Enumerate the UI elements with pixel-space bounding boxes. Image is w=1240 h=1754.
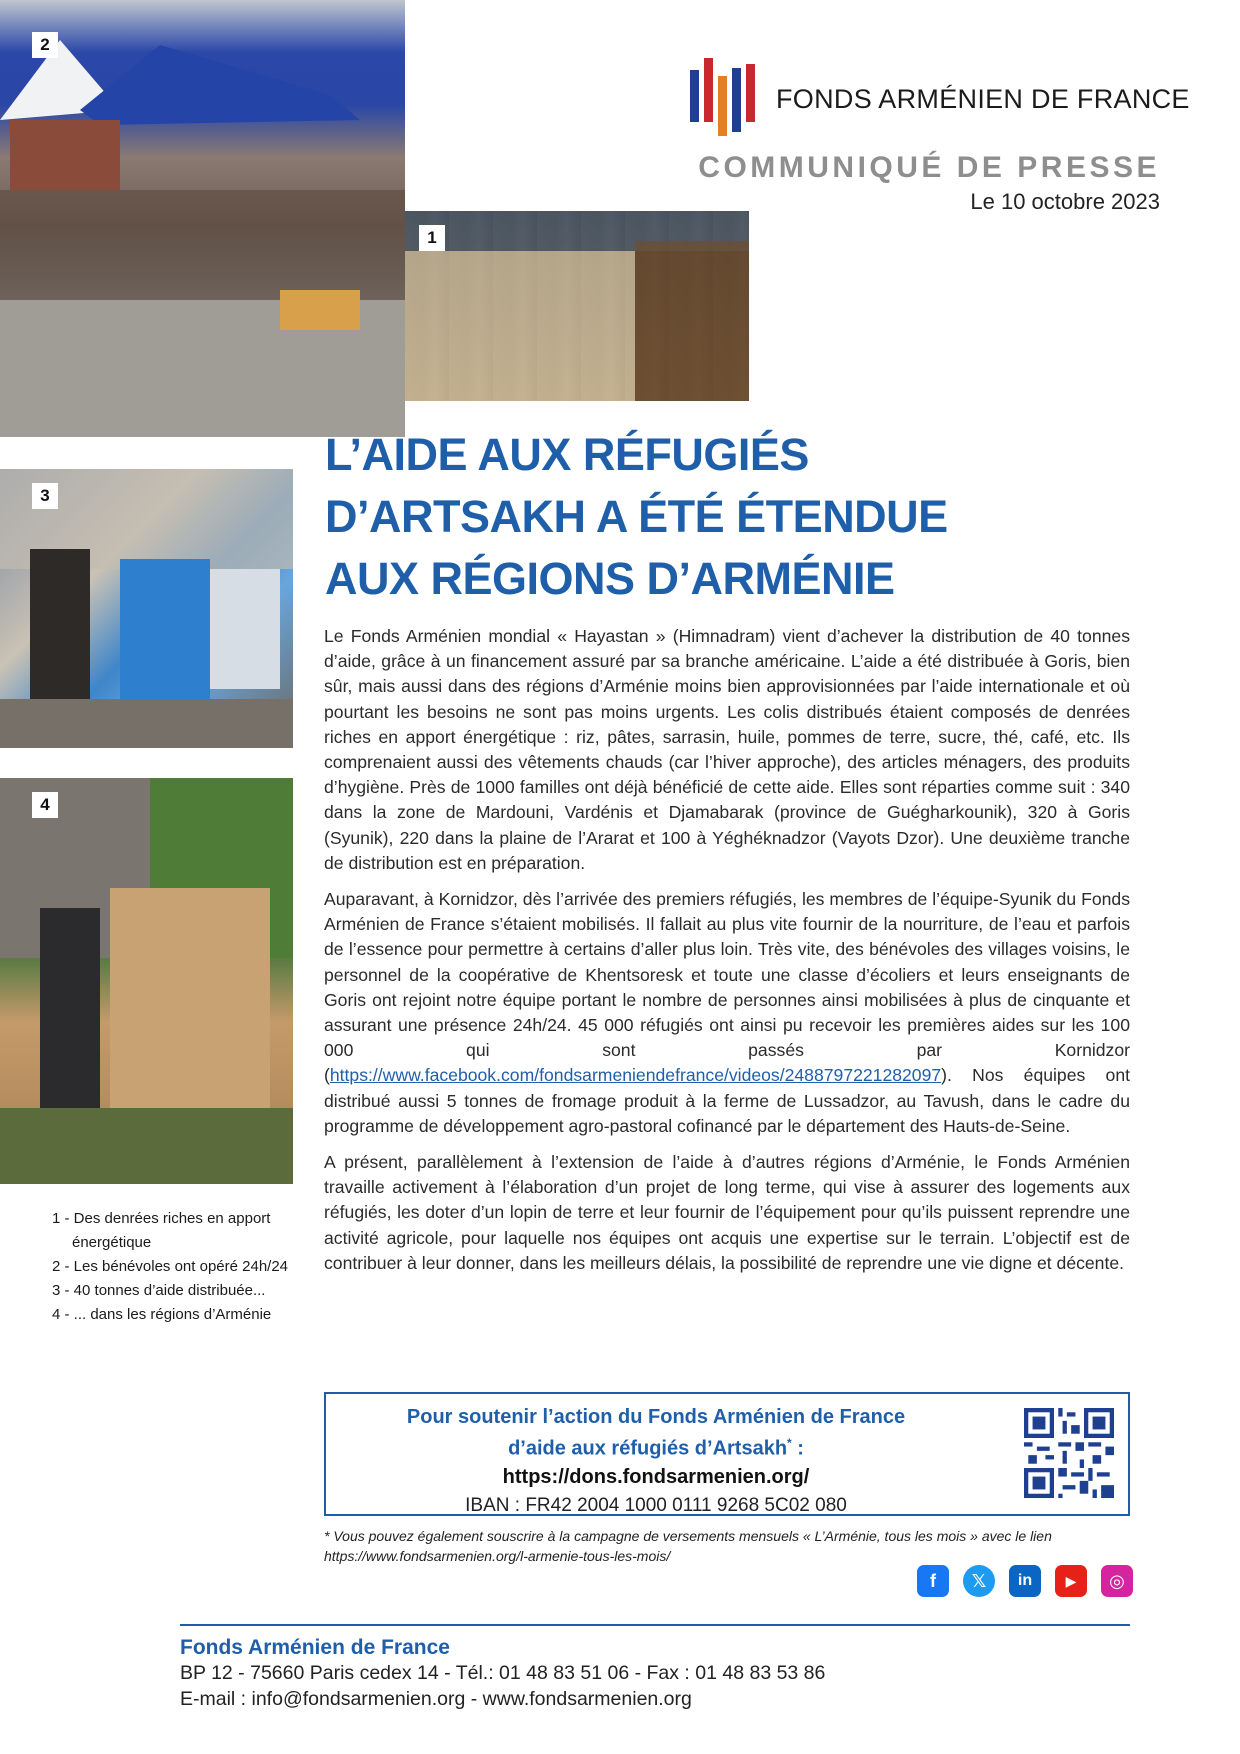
footnote-line: * Vous pouvez également souscrire à la campagne de versements mensuels « L’Arménie, tous les mois » avec le lien	[324, 1528, 1052, 1544]
photo-water-stock	[0, 469, 293, 748]
photo-captions	[52, 1207, 292, 1327]
photo-number: 2	[32, 32, 58, 58]
donation-line	[326, 1430, 986, 1462]
facebook-video-link[interactable]: https://www.facebook.com/fondsarmeniendefrance/videos/2488797221282097	[329, 1065, 942, 1086]
headline-line: D’ARTSAKH A ÉTÉ ÉTENDUE	[325, 491, 948, 542]
donation-line-text: d’aide aux réfugiés d’Artsakh	[508, 1437, 788, 1460]
doc-type: COMMUNIQUÉ DE PRESSE	[698, 151, 1160, 184]
photo-volunteers-tent	[0, 0, 405, 437]
photo-number: 1	[419, 225, 445, 251]
youtube-icon[interactable]: ▶	[1055, 1565, 1087, 1597]
paragraph-text: Auparavant, à Kornidzor, dès l’arrivée des premiers réfugiés, les membres de l’équipe-Syunik du Fonds Arménien de France s’étaient mobilisés. Il fallait au plus vite fournir de la nourriture, de l’eau et parfois de l’essence pour permettre à certains d’aller plus loin. Très vite, des bénévoles des villages voisins, le personnel de la coopérative de Khentsoresk et toute une classe d’écoliers et leurs enseignants de Goris ont rejoint notre équipe portant le nombre de personnes ainsi mobilisées à plus de cinquante et assurant une présence 24h/24. 45 000 réfugiés ont ainsi pu recevoir les premières aides sur les 100 000 qui sont passés par Kornidzor (	[324, 889, 1130, 1086]
linkedin-icon[interactable]: in	[1009, 1565, 1041, 1597]
fonds-armenien-logo	[690, 58, 756, 136]
photo-boxes-regions	[0, 778, 293, 1184]
paragraph: Le Fonds Arménien mondial « Hayastan » (Himnadram) vient d’achever la distribution de 40 tonnes d’aide, grâce à un financement assuré par sa branche américaine. L’aide a été distribuée à Goris, bien sûr, mais aussi dans des régions d’Arménie moins bien approvisionnées par l’aide internationale et où pourtant les besoins ne sont pas moins urgents. Les colis distribués étaient composés de denrées riches en apport énergétique : riz, pâtes, sarrasin, huile, pommes de terre, sucre, thé, café, etc. Ils comprenaient aussi des vêtements chauds (car l’hiver approche), des articles ménagers, des produits d’hygiène. Près de 1000 familles ont déjà bénéficié de cette aide. Elles sont réparties comme suit : 340 dans la zone de Mardouni, Vardénis et Djamabarak (province de Guégharkounik), 320 à Goris (Syunik), 220 dans la plaine de l’Ararat et 100 à Yéghéknadzor (Vayots Dzor). Une deuxième tranche de distribution est en préparation.	[324, 626, 1130, 873]
press-date: Le 10 octobre 2023	[970, 189, 1160, 214]
photo-boxes-art	[0, 778, 293, 1184]
paragraph: A présent, parallèlement à l’extension de l’aide à d’autres régions d’Arménie, le Fonds Arménien travaille activement à l’élaboration d’un projet de long terme, qui vise à assurer des logements aux réfugiés, les doter d’un lopin de terre et leur fournir de l’équipement pour qu’ils puissent reprendre une activité agricole, pour laquelle nos équipes ont acquis une expertise sur le terrain. L’objectif est de contribuer à leur donner, dans les meilleurs délais, la possibilité de reprendre une vie digne et décente.	[324, 1152, 1130, 1273]
donation-line: Pour soutenir l’action du Fonds Arménien de France	[406, 1406, 906, 1428]
iban: IBAN : FR42 2004 1000 0111 9268 5C02 080	[465, 1494, 847, 1516]
social-links	[917, 1565, 1133, 1597]
photo-number: 4	[32, 792, 58, 818]
footnote	[324, 1526, 1134, 1566]
donation-text	[326, 1404, 986, 1520]
article-body	[324, 624, 1130, 1287]
footer-org: Fonds Arménien de France	[180, 1636, 450, 1659]
donation-url-link[interactable]: https://dons.fondsarmenien.org/	[502, 1465, 810, 1488]
paragraph-text: ). Nos équipes ont distribué aussi 5 tonnes de fromage produit à la ferme de Lussadzor, au Tavush, dans le cadre du programme de développement agro-pastoral cofinancé par le département des Hauts-de-Seine.	[324, 1065, 1130, 1136]
footer-contact: E-mail : info@fondsarmenien.org - www.fondsarmenien.org	[180, 1688, 692, 1710]
caption: 4 - ... dans les régions d’Arménie	[52, 1306, 272, 1323]
photo-volunteers-art	[0, 0, 405, 437]
headline-line: L’AIDE AUX RÉFUGIÉS	[325, 429, 809, 480]
photo-food-art	[405, 211, 749, 401]
photo-number: 3	[32, 483, 58, 509]
donation-box	[324, 1392, 1130, 1516]
donation-line-end: :	[791, 1437, 804, 1460]
headline	[325, 424, 1005, 610]
x-icon[interactable]: 𝕏	[963, 1565, 995, 1597]
caption: 3 - 40 tonnes d’aide distribuée...	[52, 1282, 266, 1299]
org-name: FONDS ARMÉNIEN DE FRANCE	[776, 84, 1190, 114]
footer-divider	[180, 1624, 1130, 1626]
facebook-icon[interactable]: f	[917, 1565, 949, 1597]
qr-code-icon[interactable]	[1024, 1408, 1114, 1498]
paragraph	[324, 887, 1130, 1139]
footer-address: BP 12 - 75660 Paris cedex 14 - Tél.: 01 48 83 51 06 - Fax : 01 48 83 53 86	[180, 1662, 826, 1684]
photo-water-art	[0, 469, 293, 748]
photo-food-pallets	[405, 211, 749, 401]
headline-line: AUX RÉGIONS D’ARMÉNIE	[325, 553, 895, 604]
caption: 1 - Des denrées riches en apport énergétique	[52, 1210, 271, 1251]
caption: 2 - Les bénévoles ont opéré 24h/24	[52, 1258, 289, 1275]
instagram-icon[interactable]: ◎	[1101, 1565, 1133, 1597]
footnote-mark: *	[787, 1436, 792, 1450]
footnote-link[interactable]: https://www.fondsarmenien.org/l-armenie-tous-les-mois/	[324, 1548, 671, 1564]
